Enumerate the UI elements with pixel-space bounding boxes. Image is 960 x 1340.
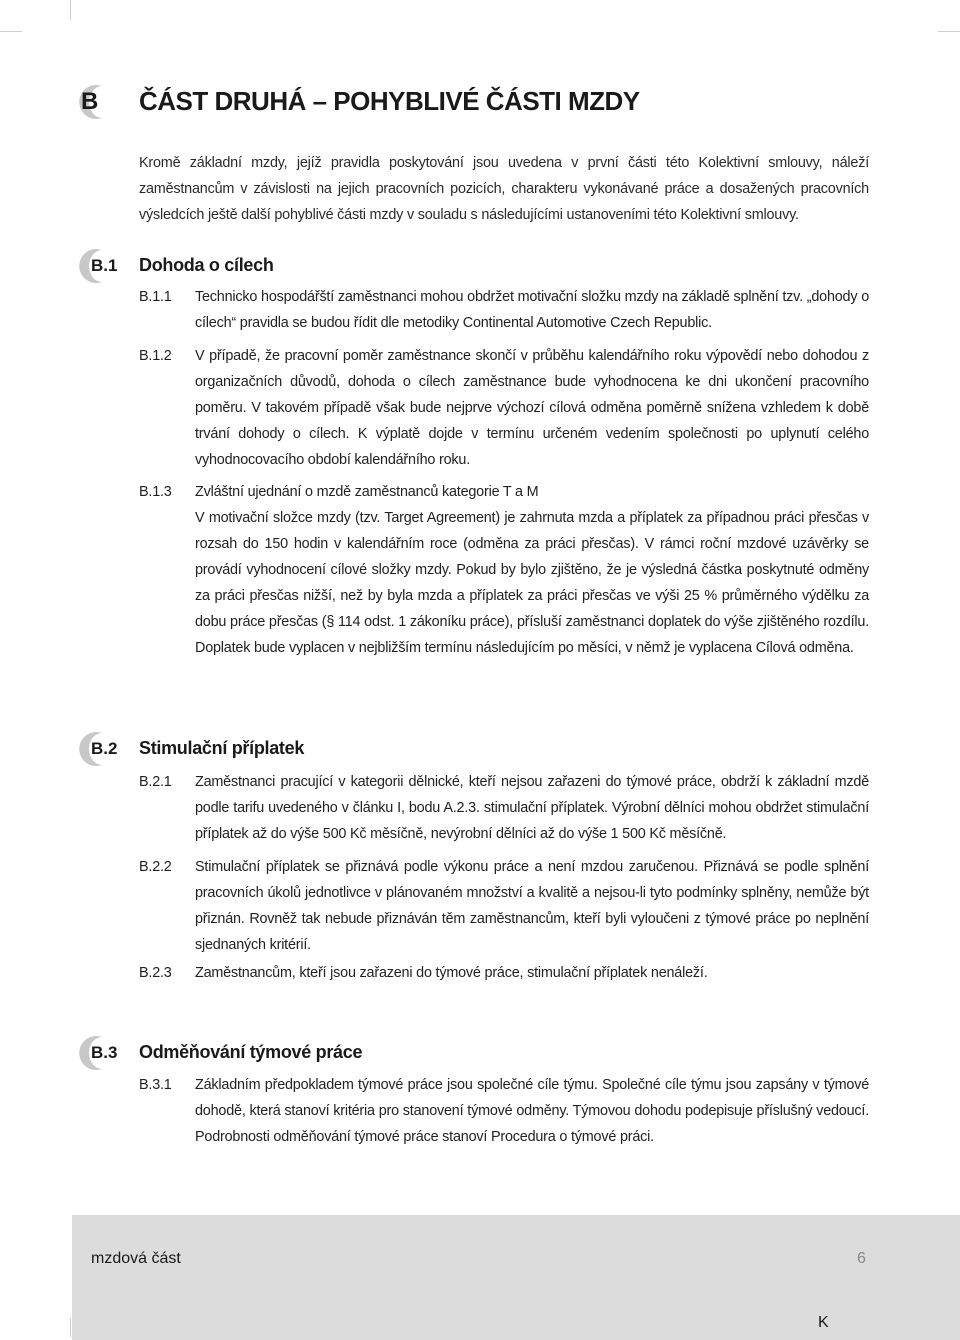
section-title: Dohoda o cílech — [139, 255, 274, 275]
bottom-letter: K — [818, 1314, 829, 1331]
paragraph-text: Zaměstnancům, kteří jsou zařazeni do týmové práce, stimulační příplatek nenáleží. — [195, 965, 708, 981]
paragraph-number: B.1.3 — [139, 484, 172, 500]
paragraph-text: V případě, že pracovní poměr zaměstnance skončí v průběhu kalendářního roku výpovědí nebo dohodou z organizačních důvodů, dohoda o cílech zaměstnance bude vyhodnocena ke dni ukončení pracovního poměru. V takovém případě však bude nejprve výchozí cílová odměna poměrně snížena vzhledem k době trvání dohody o cílech. K výplatě dojde v termínu určeném vedením společnosti po uplynutí celého vyhodnocovacího období kalendářního roku. — [195, 348, 869, 468]
paragraph-number: B.2.2 — [139, 859, 172, 875]
paragraph-text: V motivační složce mzdy (tzv. Target Agreement) je zahrnuta mzda a příplatek za případnou práci přesčas v rozsah do 150 hodin v kalendářním roce (odměna za práci přesčas). V rámci roční mzdové uzávěrky se provádí vyhodnocení cílové složky mzdy. Pokud by bylo zjištěno, že je výsledná částka poskytnuté odměny za práci přesčas nižší, než by byla mzda a příplatek za práci přesčas ve výši 25 % průměrného výdělku za dobu práce přesčas (§ 114 odst. 1 zákoníku práce), přísluší zaměstnanci doplatek do výše zjištěného rozdílu. Doplatek bude vyplacen v nejbližším termínu následujícím po měsíci, v němž je vyplacena Cílová odměna. — [195, 510, 869, 656]
section-number: B.1 — [91, 256, 118, 275]
section-badge — [76, 246, 116, 286]
paragraph — [139, 479, 869, 661]
paragraph-number: B.2.1 — [139, 774, 172, 790]
page-number: 6 — [857, 1250, 866, 1267]
section-badge — [76, 1033, 116, 1073]
paragraph — [139, 284, 869, 336]
section-number: B.2 — [91, 739, 118, 758]
section-badge — [76, 729, 116, 769]
intro-paragraph: Kromě základní mzdy, jejíž pravidla poskytování jsou uvedena v první části této Kolektivní smlouvy, náleží zaměstnancům v závislosti na jejich pracovních pozicích, charakteru vykonávané práce a dosažených pracovních výsledcích ještě další pohyblivé části mzdy v souladu s následujícími ustanoveními této Kolektivní smlouvy. — [139, 155, 869, 223]
page-title: ČÁST DRUHÁ – POHYBLIVÉ ČÁSTI MZDY — [139, 86, 640, 116]
section-title: Stimulační příplatek — [139, 738, 305, 758]
crop-mark — [938, 31, 960, 32]
paragraph-number: B.1.2 — [139, 348, 172, 364]
section-title: Odměňování týmové práce — [139, 1042, 363, 1062]
crop-mark — [70, 0, 71, 20]
paragraph-text: Technicko hospodářští zaměstnanci mohou obdržet motivační složku mzdy na základě splnění tzv. „dohody o cílech“ pravidla se budou řídit dle metodiky Continental Automotive Czech Republic. — [195, 289, 869, 331]
paragraph — [139, 960, 869, 986]
paragraph — [139, 854, 869, 958]
paragraph — [139, 769, 869, 847]
chapter-badge — [76, 82, 116, 122]
paragraph-heading: Zvláštní ujednání o mzdě zaměstnanců kategorie T a M — [195, 484, 539, 500]
footer-label: mzdová část — [91, 1250, 181, 1267]
crop-mark — [0, 31, 22, 32]
paragraph-number: B.1.1 — [139, 289, 172, 305]
section-number: B.3 — [91, 1043, 118, 1062]
paragraph-text: Zaměstnanci pracující v kategorii dělnické, kteří nejsou zařazeni do týmové práce, obdrží k základní mzdě podle tarifu uvedeného v článku I, bodu A.2.3. stimulační příplatek. Výrobní dělníci mohou obdržet stimulační příplatek až do výše 500 Kč měsíčně, nevýrobní dělníci až do výše 1 500 Kč měsíčně. — [195, 774, 869, 842]
chapter-badge-letter: B — [81, 88, 99, 115]
paragraph-number: B.3.1 — [139, 1077, 172, 1093]
paragraph-number: B.2.3 — [139, 965, 172, 981]
paragraph-text: Základním předpokladem týmové práce jsou společné cíle týmu. Společné cíle týmu jsou zapsány v týmové dohodě, která stanoví kritéria pro stanovení týmové odměny. Týmovou dohodu podepisuje příslušný vedoucí. Podrobnosti odměňování týmové práce stanoví Procedura o týmové práci. — [195, 1077, 869, 1145]
crop-mark — [70, 1318, 71, 1337]
paragraph-text: Stimulační příplatek se přiznává podle výkonu práce a není mzdou zaručenou. Přiznává se podle splnění pracovních úkolů jednotlivce v plánovaném množství a kvalitě a nejsou-li tyto podmínky splněny, nemůže být přiznán. Rovněž tak nebude přiznáván těm zaměstnancům, kteří byli vyloučeni z týmové práce po neplnění sjednaných kritérií. — [195, 859, 869, 953]
paragraph — [139, 1072, 869, 1150]
paragraph — [139, 343, 869, 473]
